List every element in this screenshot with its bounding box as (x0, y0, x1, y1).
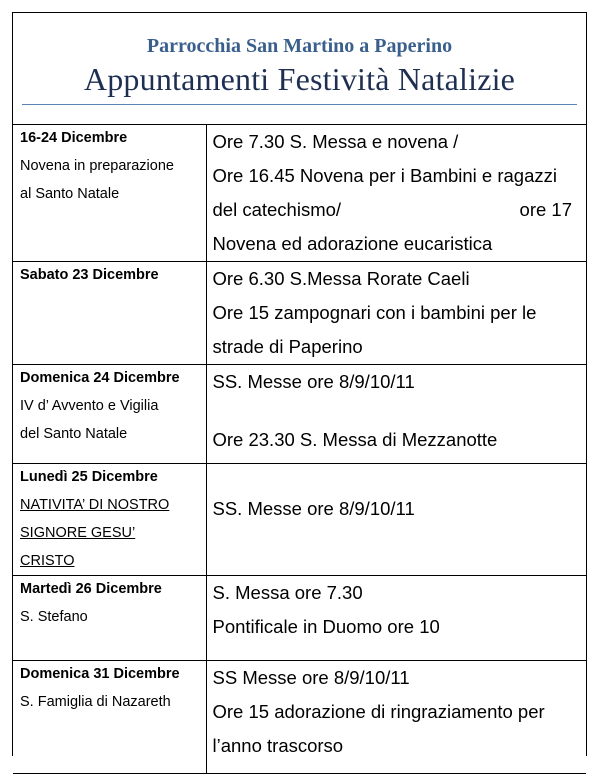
page-title: Appuntamenti Festività Natalizie (83, 61, 516, 97)
event-line: Ore 7.30 S. Messa e novena / (212, 131, 459, 152)
date-cell (13, 661, 206, 774)
events-cell (206, 365, 586, 464)
event-line: strade di Paperino (212, 336, 363, 357)
row-description: NATIVITA’ DI NOSTRO (20, 497, 170, 513)
row-date: Domenica 31 Dicembre (20, 666, 180, 682)
row-description: al Santo Natale (20, 186, 120, 202)
row-date: Lunedì 25 Dicembre (20, 469, 158, 485)
parish-name: Parrocchia San Martino a Paperino (146, 35, 453, 57)
date-cell (13, 262, 206, 365)
date-cell (13, 125, 206, 262)
event-line: l’anno trascorso (212, 735, 344, 756)
events-cell (206, 262, 586, 365)
row-description: del Santo Natale (20, 426, 128, 442)
date-cell (13, 464, 206, 576)
row-date: Sabato 23 Dicembre (20, 267, 159, 283)
events-cell (206, 576, 586, 661)
table-row (13, 464, 586, 576)
document-header (13, 13, 586, 125)
schedule-table (13, 125, 586, 774)
table-row (13, 365, 586, 464)
row-description: Novena in preparazione (20, 158, 174, 174)
title-underline (22, 104, 577, 105)
event-line: Novena ed adorazione eucaristica (212, 233, 493, 254)
date-cell (13, 365, 206, 464)
row-description: S. Stefano (20, 609, 88, 625)
table-row (13, 125, 586, 262)
event-line: SS. Messe ore 8/9/10/11 (212, 498, 415, 519)
events-cell (206, 661, 586, 774)
row-date: Domenica 24 Dicembre (20, 370, 180, 386)
row-date: Martedì 26 Dicembre (20, 581, 162, 597)
date-cell (13, 576, 206, 661)
event-text: ore 17 (519, 199, 572, 220)
event-line: SS. Messe ore 8/9/10/11 (212, 371, 415, 392)
schedule-document (12, 12, 587, 756)
event-line: S. Messa ore 7.30 (212, 582, 363, 603)
event-line: Ore 15 zampognari con i bambini per le (212, 302, 537, 323)
row-description: SIGNORE GESU’ (20, 525, 136, 541)
table-row (13, 576, 586, 661)
event-line: Ore 16.45 Novena per i Bambini e ragazzi (212, 165, 557, 186)
table-row (13, 262, 586, 365)
event-line: Ore 23.30 S. Messa di Mezzanotte (212, 429, 498, 450)
event-line: SS Messe ore 8/9/10/11 (212, 667, 410, 688)
row-description: S. Famiglia di Nazareth (20, 694, 171, 710)
event-text: del catechismo/ (212, 199, 342, 220)
event-line (213, 193, 587, 227)
row-description: CRISTO (20, 553, 75, 569)
event-line: Ore 15 adorazione di ringraziamento per (212, 701, 545, 722)
row-date: 16-24 Dicembre (20, 130, 128, 146)
event-line: Ore 6.30 S.Messa Rorate Caeli (212, 268, 470, 289)
events-cell (206, 125, 586, 262)
table-row (13, 661, 586, 774)
event-line: Pontificale in Duomo ore 10 (212, 616, 440, 637)
row-description: IV d’ Avvento e Vigilia (20, 398, 159, 414)
events-cell (206, 464, 586, 576)
